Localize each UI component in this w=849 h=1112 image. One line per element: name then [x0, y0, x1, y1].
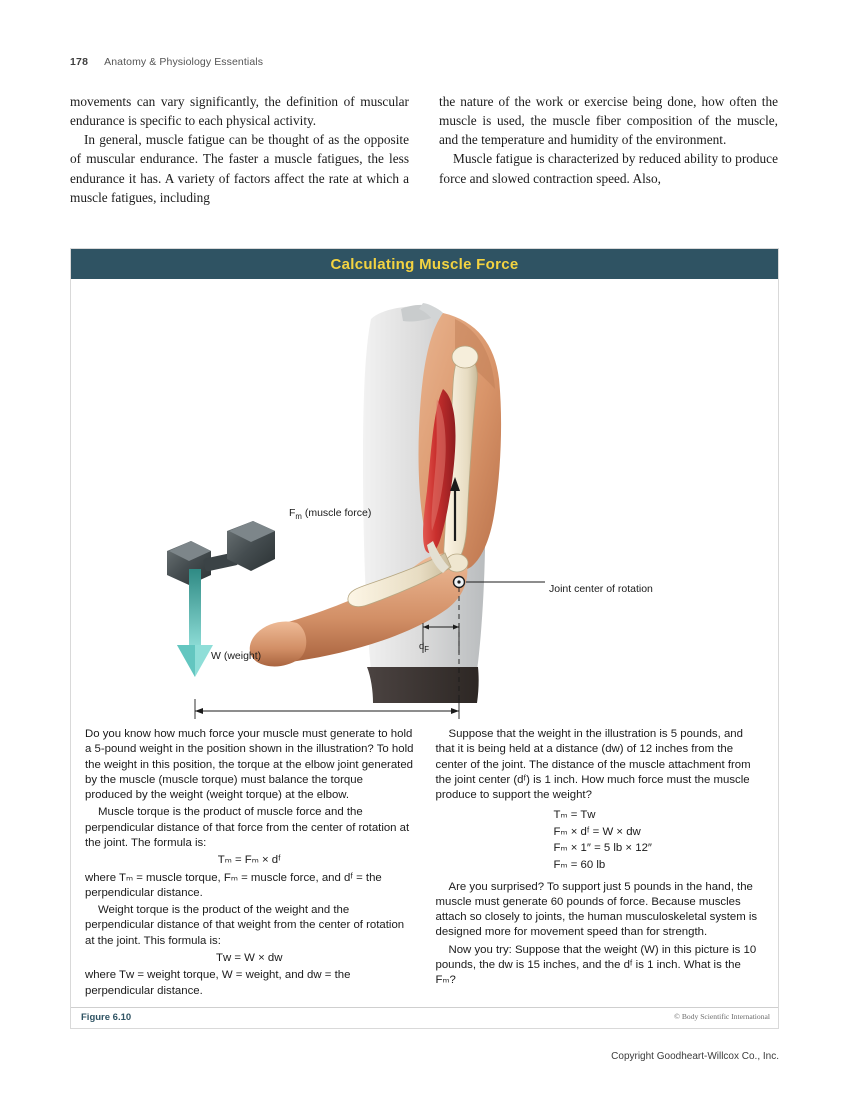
label-joint-center: Joint center of rotation	[549, 583, 653, 595]
feature-box	[70, 248, 779, 1029]
label-df	[419, 641, 429, 654]
illustration	[71, 279, 778, 719]
formula-line: Fₘ = 60 lb	[553, 859, 606, 871]
label-muscle-force	[289, 507, 371, 521]
paragraph: Muscle torque is the product of muscle force and the perpendicular distance of that force from the center of rotation at the joint. The formula is:	[85, 806, 410, 849]
paragraph: Suppose that the weight in the illustration is 5 pounds, and that it is being held at a distance (dᴡ) of 12 inches from the center of the joint. The distance of the muscle attachment from the joint center (dᶠ) is 1 inch. How much force must the muscle produce to support the weight?	[435, 728, 751, 802]
label-sub: F	[424, 644, 430, 654]
body-right-column	[439, 92, 778, 207]
paragraph: Weight torque is the product of the weight and the perpendicular distance of that weight from the center of rotation at the joint. This formula is:	[85, 904, 405, 947]
formula-line: Fₘ × dᶠ = W × dᴡ	[553, 825, 641, 838]
label-text: (muscle force)	[301, 507, 372, 519]
paragraph: Are you surprised? To support just 5 pounds in the hand, the muscle must generate 60 pounds of force. Because muscles attach so closely to joints, the human musculoskeletal system is designed more for movement speed than for strength.	[435, 880, 758, 939]
feature-explanation	[71, 719, 778, 1007]
figure-credit: © Body Scientific International	[674, 1011, 770, 1021]
book-title: Anatomy & Physiology Essentials	[104, 56, 264, 68]
copyright-footer: Copyright Goodheart-Willcox Co., Inc.	[611, 1051, 779, 1062]
label-weight	[211, 650, 261, 662]
formula-line: Fₘ × 1″ = 5 lb × 12″	[553, 842, 652, 855]
page-number: 178	[70, 56, 89, 68]
paragraph: where Tₘ = muscle torque, Fₘ = muscle force, and dᶠ = the perpendicular distance.	[85, 871, 382, 899]
paragraph: Do you know how much force your muscle must generate to hold a 5-pound weight in the position shown in the illustration? To hold the weight in this position, the torque at the elbow joint generated by the muscle (muscle torque) must balance the torque produced by the weight (weight torque) at the elbow.	[85, 728, 414, 802]
formula-solution	[436, 807, 765, 873]
formula-weight-torque: Tᴡ = W × dᴡ	[216, 951, 283, 964]
humeral-head	[452, 346, 478, 368]
paragraph: Muscle fatigue is characterized by reduced ability to produce force and slowed contraction speed. Also,	[439, 151, 778, 186]
figure-footer	[71, 1007, 778, 1028]
paragraph: where Tᴡ = weight torque, W = weight, and dᴡ = the perpendicular distance.	[85, 969, 351, 997]
body-left-column	[70, 92, 409, 207]
weight-force-arrow	[177, 569, 213, 677]
label-text: F	[289, 507, 296, 519]
body-text	[70, 92, 779, 207]
running-head	[70, 56, 263, 68]
label-text: W	[211, 650, 221, 662]
feature-header	[71, 249, 778, 279]
shorts	[367, 667, 479, 703]
feature-title: Calculating Muscle Force	[330, 255, 519, 273]
label-text: d	[419, 641, 425, 652]
explanation-left-column	[85, 727, 414, 1001]
paragraph: movements can vary significantly, the definition of muscular endurance is specific to each physical activity.	[70, 94, 409, 129]
formula-line: Tₘ = Tᴡ	[553, 809, 596, 822]
formula-muscle-torque: Tₘ = Fₘ × dᶠ	[217, 854, 281, 867]
label-sub: m	[295, 512, 302, 522]
paragraph: In general, muscle fatigue can be thought of as the opposite of muscular endurance. The faster a muscle fatigues, the less endurance it has. A variety of factors affect the rate at which a muscle fatigues, including	[70, 132, 409, 205]
paragraph: the nature of the work or exercise being done, how often the muscle is used, the muscle fiber composition of the muscle, and the temperature and humidity of the environment.	[439, 94, 778, 148]
label-text: (weight)	[220, 650, 262, 662]
dumbbell	[167, 521, 275, 585]
figure-caption: Figure 6.10	[81, 1011, 132, 1023]
explanation-right-column	[436, 727, 765, 1001]
paragraph: Now you try: Suppose that the weight (W) in this picture is 10 pounds, the dᴡ is 15 inches, and the dᶠ is 1 inch. What is the Fₘ?	[435, 943, 757, 987]
